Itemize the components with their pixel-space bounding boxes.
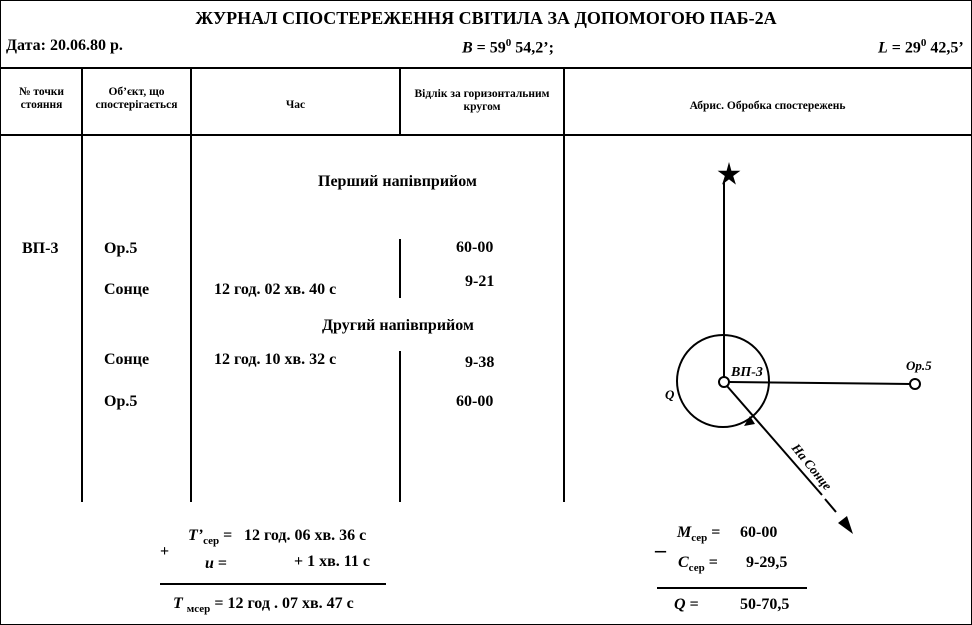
time-result-subscript-2: сер	[194, 603, 211, 616]
angle-result-value: 50-70,5	[740, 596, 790, 613]
row-3-reading: 9-38	[465, 354, 495, 371]
time-mean-row	[188, 527, 232, 547]
header-time: Час	[285, 99, 306, 111]
mean-reading-equals: =	[707, 524, 721, 541]
reading-divider	[399, 239, 401, 298]
longitude	[878, 37, 964, 57]
angle-sum-line	[657, 587, 807, 589]
target-direction-line	[729, 382, 911, 384]
row-3-time: 12 год. 10 хв. 32 с	[214, 351, 337, 368]
longitude-symbol: L	[878, 39, 888, 57]
latitude-deg: = 59	[472, 39, 506, 57]
column-divider	[190, 67, 192, 502]
time-sum-line	[160, 583, 386, 585]
row-2-time: 12 год. 02 хв. 40 с	[214, 281, 337, 298]
time-plus-sign: +	[160, 543, 170, 560]
sun-reading-value: 9-29,5	[746, 554, 788, 571]
latitude	[462, 37, 554, 57]
star-icon	[718, 162, 741, 185]
angle-result-equals: =	[685, 596, 699, 613]
time-mean-subscript: сер	[203, 535, 220, 548]
longitude-deg: = 29	[887, 39, 921, 57]
sun-reading-subscript: сер	[688, 562, 705, 575]
date-label: Дата: 20.06.80 р.	[6, 37, 123, 54]
sun-reading-symbol: C	[678, 554, 689, 571]
row-3-object: Сонце	[104, 351, 150, 368]
half-reception-1: Перший напівприйом	[318, 173, 477, 190]
angle-label: Q	[665, 387, 675, 402]
correction-row	[205, 555, 227, 573]
header-object: Об’єкт, що спостерігається	[95, 86, 178, 111]
time-mean-symbol: T’	[188, 527, 204, 544]
latitude-deg-sign: 0	[505, 37, 512, 49]
time-mean-equals: =	[219, 527, 233, 544]
mean-reading-subscript: сер	[691, 532, 708, 545]
row-1-object: Ор.5	[104, 240, 138, 257]
row-2-object: Сонце	[104, 281, 150, 298]
header-station: № точки стояння	[18, 86, 65, 111]
target-label: Ор.5	[906, 358, 932, 373]
target-point-icon	[910, 379, 920, 389]
station-label: ВП-3	[731, 365, 763, 380]
page-title: ЖУРНАЛ СПОСТЕРЕЖЕННЯ СВІТИЛА ЗА ДОПОМОГОЮ ПАБ-2А	[195, 8, 777, 28]
row-1-reading: 60-00	[456, 239, 494, 256]
latitude-min: 54,2’;	[511, 39, 554, 57]
time-result-equals: =	[210, 595, 224, 612]
sun-label: На Сонце	[788, 440, 836, 493]
station-cell: ВП-3	[22, 240, 59, 257]
header-sketch: Абрис. Обробка спостережень	[689, 100, 846, 112]
correction-symbol: u	[205, 555, 214, 572]
sketch-diagram	[565, 136, 970, 536]
half-reception-2: Другий напівприйом	[322, 317, 474, 334]
reading-divider	[399, 351, 401, 502]
station-point-icon	[719, 377, 729, 387]
correction-value: + 1 хв. 11 с	[294, 553, 370, 570]
latitude-symbol: B	[462, 39, 473, 57]
longitude-deg-sign: 0	[920, 37, 927, 49]
minus-sign: –	[655, 537, 666, 562]
longitude-min: 42,5’	[926, 39, 964, 57]
correction-equals: =	[213, 555, 228, 572]
row-4-reading: 60-00	[456, 393, 494, 410]
mean-reading-value: 60-00	[740, 524, 778, 541]
column-divider	[81, 67, 83, 502]
angle-result-row	[674, 596, 699, 614]
mean-reading-symbol: M	[677, 524, 692, 541]
sun-arrow-icon	[838, 516, 853, 534]
time-result-subscript-1: м	[186, 603, 195, 616]
angle-result-symbol: Q	[674, 596, 686, 613]
row-4-object: Ор.5	[104, 393, 138, 410]
header-reading: Відлік за горизонтальним кругом	[414, 88, 550, 113]
time-result-value: 12 год . 07 хв. 47 с	[227, 595, 354, 612]
table-top-border	[0, 67, 972, 69]
sun-reading-row	[678, 554, 718, 574]
time-result-symbol: T	[173, 595, 183, 612]
time-mean-value: 12 год. 06 хв. 36 с	[244, 527, 367, 544]
sun-direction-line	[727, 386, 822, 495]
row-2-reading: 9-21	[465, 273, 495, 290]
sun-reading-equals: =	[704, 554, 718, 571]
time-result-row	[173, 595, 354, 615]
